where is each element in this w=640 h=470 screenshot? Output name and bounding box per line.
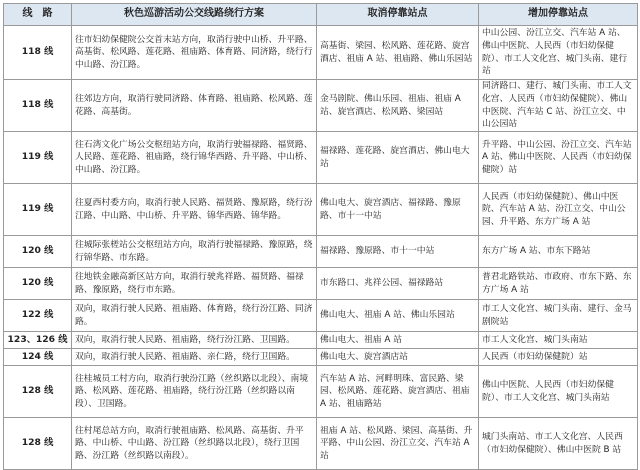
header-cancelled-stops: 取消停靠站点 [317, 4, 479, 26]
route-cell: 128 线 [4, 366, 72, 418]
table-row [4, 236, 638, 268]
cancelled-stops-cell: 市东路口、兆祥公园、福禄路站 [317, 268, 479, 300]
added-stops-cell: 升平路、中山公园、汾江立交、汽车站 A 站、佛山中医院、人民西（市妇幼保健院）站 [479, 132, 638, 184]
plan-cell: 双向，取消行驶人民路、祖庙路、体育路，绕行汾江路、同济路。 [72, 300, 317, 332]
table-row [4, 26, 638, 80]
added-stops-cell: 市工人文化宫、城门头南站 [479, 332, 638, 349]
added-stops-cell: 东方广场 A 站、市东下路站 [479, 236, 638, 268]
route-cell: 119 线 [4, 132, 72, 184]
header-route: 线 路 [4, 4, 72, 26]
header-added-stops: 增加停靠站点 [479, 4, 638, 26]
route-cell: 124 线 [4, 349, 72, 366]
added-stops-cell: 中山公园、汾江立交、汽车站 A 站、佛山中医院、人民西（市妇幼保健院）、市工人文化宫、城门头南、建行站 [479, 26, 638, 80]
route-cell: 128 线 [4, 418, 72, 470]
added-stops-cell: 城门头南站、市工人文化宫、人民西（市妇幼保健院）、佛山中医院 B 站 [479, 418, 638, 470]
table-row [4, 366, 638, 418]
table-row [4, 268, 638, 300]
table-row [4, 300, 638, 332]
plan-cell: 往桂城员工村方向，取消行驶汾江路（丝织路以北段）、南境路、松风路、莲花路、祖庙路，绕行汾江路（丝织路以南段）、卫国路。 [72, 366, 317, 418]
cancelled-stops-cell: 汽车站 A 站、河畔明珠、富民路、梁园、松风路、莲花路、旋宫酒店、祖庙 A 站、祖庙路站 [317, 366, 479, 418]
cancelled-stops-cell: 高基街、梁园、松风路、莲花路、旋宫酒店、祖庙 A 站、祖庙路、佛山乐园站 [317, 26, 479, 80]
plan-cell: 往市妇幼保健院公交首末站方向，取消行驶中山桥、升平路、高基街、松风路、莲花路、祖庙路、体育路、同济路，绕行行中山路、汾江路。 [72, 26, 317, 80]
added-stops-cell: 人民西（市妇幼保健院）、佛山中医院、汽车站 A 站、汾江立交、中山公园、升平路、东方广场 A 站 [479, 184, 638, 236]
added-stops-cell: 普君北路铁站、市政府、市东下路、东方广场 A 站 [479, 268, 638, 300]
plan-cell: 往地铁金融高新区站方向，取消行驶兆祥路、福贤路、福禄路、豫原路，绕行市东路。 [72, 268, 317, 300]
cancelled-stops-cell: 佛山电大、旋宫酒店、福禄路、豫原路、市十一中站 [317, 184, 479, 236]
route-cell: 122 线 [4, 300, 72, 332]
header-detour-plan: 秋色巡游活动公交线路绕行方案 [72, 4, 317, 26]
cancelled-stops-cell: 福禄路、莲花路、旋宫酒店、佛山电大站 [317, 132, 479, 184]
route-cell: 120 线 [4, 236, 72, 268]
plan-cell: 往郊边方向，取消行驶同济路、体育路、祖庙路、松风路、莲花路、高基街。 [72, 80, 317, 132]
table-row [4, 349, 638, 366]
plan-cell: 往夏西村委方向，取消行驶人民路、福贤路、豫原路，绕行汾江路、中山路、中山桥、升平路、锦华西路、锦华路。 [72, 184, 317, 236]
added-stops-cell: 同济路口、建行、城门头南、市工人文化宫、人民西（市妇幼保健院）、佛山中医院、汽车站 C 站、汾江立交、中山公园站 [479, 80, 638, 132]
added-stops-cell: 市工人文化宫、城门头南、建行、金马剧院站 [479, 300, 638, 332]
plan-cell: 往石湾文化广场公交枢纽站方向，取消行驶福禄路、福贤路、人民路、莲花路、祖庙路，绕行锦华西路、升平路、中山桥、中山路、汾江路。 [72, 132, 317, 184]
added-stops-cell: 人民西（市妇幼保健院）站 [479, 349, 638, 366]
cancelled-stops-cell: 祖庙 A 站、松风路、梁园、高基街、升平路、中山公园、汾江立交、汽车站 A 站 [317, 418, 479, 470]
cancelled-stops-cell: 佛山电大、祖庙 A 站、佛山乐园站 [317, 300, 479, 332]
cancelled-stops-cell: 佛山电大、祖庙 A 站 [317, 332, 479, 349]
added-stops-cell: 佛山中医院、人民西（市妇幼保健院）、市工人文化宫、城门头南站 [479, 366, 638, 418]
route-detour-table [3, 3, 638, 470]
table-header-row [4, 4, 638, 26]
route-cell: 118 线 [4, 26, 72, 80]
table-row [4, 80, 638, 132]
route-cell: 118 线 [4, 80, 72, 132]
route-cell: 120 线 [4, 268, 72, 300]
plan-cell: 往村尾总站方向，取消行驶祖庙路、松风路、高基街、升平路、中山桥、中山路、汾江路（丝织路以北段），绕行卫国路、汾江路（丝织路以南段）。 [72, 418, 317, 470]
table-row [4, 332, 638, 349]
table-row [4, 132, 638, 184]
route-cell: 119 线 [4, 184, 72, 236]
table-row [4, 184, 638, 236]
table-row [4, 418, 638, 470]
plan-cell: 双向，取消行驶人民路、祖庙路、亲仁路，绕行卫国路。 [72, 349, 317, 366]
plan-cell: 双向，取消行驶人民路、祖庙路，绕行汾江路、卫国路。 [72, 332, 317, 349]
route-detour-table-container [3, 3, 637, 461]
plan-cell: 往城际张槎站公交枢纽站方向，取消行驶福禄路、豫原路，绕行锦华路、市东路。 [72, 236, 317, 268]
cancelled-stops-cell: 福禄路、豫原路、市十一中站 [317, 236, 479, 268]
cancelled-stops-cell: 金马剧院、佛山乐园、祖庙、祖庙 A 站、旋宫酒店、松风路、梁园站 [317, 80, 479, 132]
route-cell: 123、126 线 [4, 332, 72, 349]
cancelled-stops-cell: 佛山电大、旋宫酒店站 [317, 349, 479, 366]
